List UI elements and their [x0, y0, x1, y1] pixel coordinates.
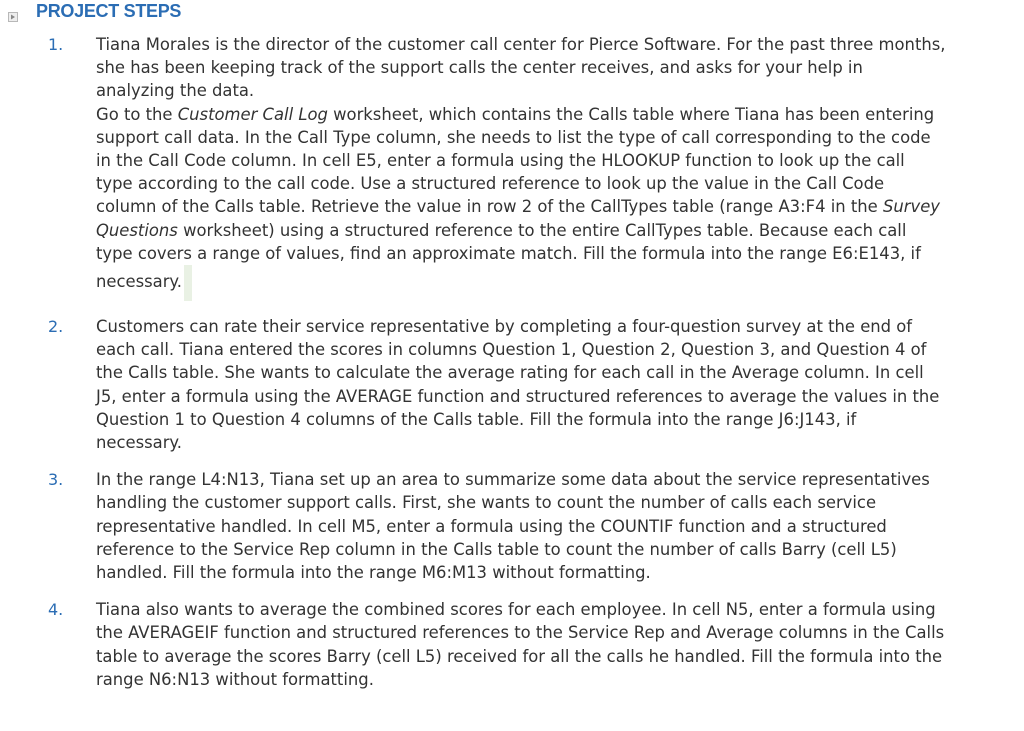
step-number: 2. — [48, 317, 64, 337]
steps-list — [48, 33, 948, 705]
worksheet-name: Survey Questions — [96, 197, 940, 240]
project-steps-header — [8, 0, 181, 22]
text-cursor-highlight — [184, 265, 192, 301]
step-4 — [48, 598, 948, 691]
step-3 — [48, 468, 948, 584]
collapse-arrow-icon[interactable] — [8, 7, 18, 17]
step-text: In the range L4:N13, Tiana set up an area to summarize some data about the service representatives handling the customer support calls. First, she wants to count the number of calls each service representative handled. In cell M5, enter a formula using the COUNTIF function and a structured reference to the Service Rep column in the Calls table to count the number of calls Barry (cell L5) handled. Fill the formula into the range M6:M13 without formatting. — [96, 470, 930, 583]
step-instruction-paragraph: Go to the Customer Call Log worksheet, which contains the Calls table where Tiana has been entering support call data. In the Call Type column, she needs to list the type of call corresponding to the code in the Call Code column. In cell E5, enter a formula using the HLOOKUP function to look up the call type according to the call code. Use a structured reference to look up the value in the Call Code column of the Calls table. Retrieve the value in row 2 of the CallTypes table (range A3:F4 in the Survey Questions worksheet) using a structured reference to the entire CallTypes table. Because each call type covers a range of values, find an approximate match. Fill the formula into the range E6:E143, if necessary. — [96, 103, 946, 301]
step-2 — [48, 315, 948, 454]
step-number: 4. — [48, 600, 64, 620]
step-1 — [48, 33, 948, 301]
page-title: PROJECT STEPS — [36, 0, 182, 21]
step-number: 1. — [48, 35, 64, 54]
step-text: Customers can rate their service representative by completing a four-question survey at the end of each call. Tiana entered the scores in columns Question 1, Question 2, Question 3, and Question 4 of the Calls table. She wants to calculate the average rating for each call in the Average column. In cell J5, enter a formula using the AVERAGE function and structured references to average the values in the Question 1 to Question 4 columns of the Calls table. Fill the formula into the range J6:J143, if necessary. — [96, 317, 940, 453]
worksheet-name: Customer Call Log — [177, 104, 328, 124]
step-number: 3. — [48, 470, 64, 490]
step-text: Tiana also wants to average the combined scores for each employee. In cell N5, enter a formula using the AVERAGEIF function and structured references to the Service Rep and Average columns in the Calls table to average the scores Barry (cell L5) received for all the calls he handled. Fill the formula into the range N6:N13 without formatting. — [96, 600, 945, 689]
step-text — [96, 33, 946, 301]
step-intro-paragraph: Tiana Morales is the director of the customer call center for Pierce Software. For the past three months, she has been keeping track of the support calls the center receives, and asks for your help in analyzing the data. — [96, 35, 946, 101]
